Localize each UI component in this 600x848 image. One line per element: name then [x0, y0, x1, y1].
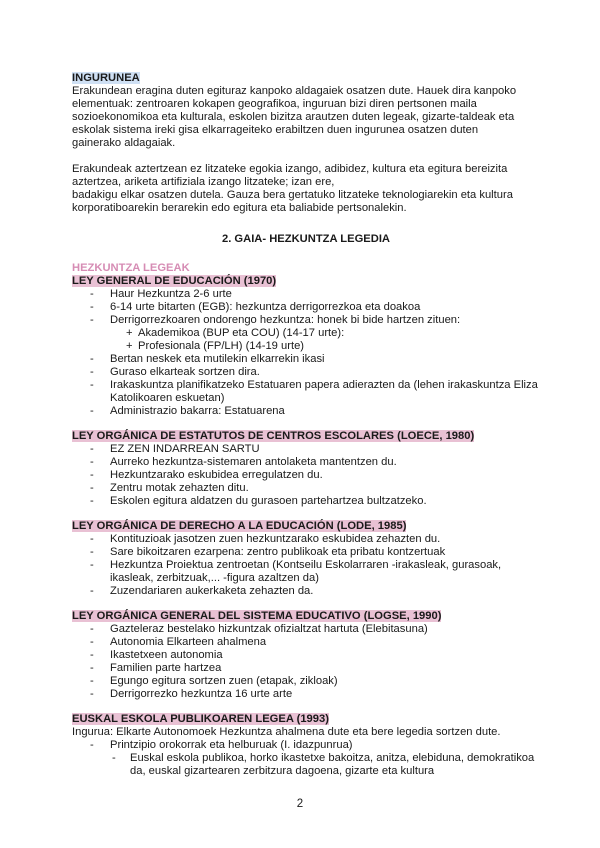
- ingurunea-heading-line: [72, 72, 540, 85]
- sub-list-item: + Profesionala (FP/LH) (14-19 urte): [72, 340, 540, 353]
- list-item: - Familien parte hartzea: [72, 662, 540, 675]
- ingurunea-paragraph-2: [72, 163, 540, 215]
- sub-list-item: + Akademikoa (BUP eta COU) (14-17 urte):: [72, 327, 540, 340]
- sub-list-item: - Euskal eskola publikoa, horko ikastetxe bakoitza, anitza, elebiduna, demokratikoa da, euskal gizartearen zerbitzura dagoena, gizarte eta kultura: [72, 752, 540, 778]
- list-item: - Ikastetxeen autonomia: [72, 649, 540, 662]
- list-item: - Kontituzioak jasotzen zuen hezkuntzarako eskubidea zehazten du.: [72, 533, 540, 546]
- eepl-ingurua: Ingurua: Elkarte Autonomoek Hezkuntza ahalmena dute eta bere legedia sortzen dute.: [72, 726, 501, 738]
- list-item: - Printzipio orokorrak eta helburuak (I. idazpunrua): [72, 739, 540, 752]
- text-line: korporatiboarekin berarekin edo egitura eta baliabide pertsonalekin.: [72, 202, 407, 214]
- loece-heading-line: [72, 430, 540, 443]
- text-line: badakigu elkar osatzen dutela. Gauza bera gertatuko litzateke teknologiarekin eta kultura: [72, 189, 513, 201]
- logse-list: [72, 623, 540, 701]
- lge-list-continued: [72, 353, 540, 418]
- lge-heading: LEY GENERAL DE EDUCACIÓN (1970): [72, 275, 277, 287]
- text-line: sozioekonomikoa eta kulturala, eskolen bizitza arautzen duten legeak, gizarte-taldeak eta: [72, 111, 515, 123]
- list-item: - Derrigorrezko hezkuntza 16 urte arte: [72, 688, 540, 701]
- eepl-heading: EUSKAL ESKOLA PUBLIKOAREN LEGEA (1993): [72, 713, 329, 725]
- ingurunea-paragraph-1: [72, 85, 540, 150]
- logse-heading: LEY ORGÁNICA GENERAL DEL SISTEMA EDUCATIVO (LOGSE, 1990): [72, 610, 442, 622]
- eepl-heading-line: [72, 713, 540, 726]
- list-item: - Irakaskuntza planifikatzeko Estatuaren papera adierazten da (lehen irakaskuntza Eliza Katolikoaren eskuetan): [72, 379, 540, 405]
- text-line: Erakundean eragina duten egituraz kanpoko aldagaiek osatzen dute. Hauek dira kanpoko: [72, 85, 517, 97]
- page-content: [72, 72, 540, 778]
- text-line: aztertzea, ariketa artifiziala izango litzateke; izan ere,: [72, 176, 335, 188]
- lge-heading-line: [72, 275, 540, 288]
- list-item: - Autonomia Elkarteen ahalmena: [72, 636, 540, 649]
- list-item: - Administrazio bakarra: Estatuarena: [72, 405, 540, 418]
- list-item: - 6-14 urte bitarten (EGB): hezkuntza derrigorrezkoa eta doakoa: [72, 301, 540, 314]
- list-item: - Guraso elkarteak sortzen dira.: [72, 366, 540, 379]
- spacer: [72, 150, 540, 163]
- text-line: eskolak sistema ireki gisa elkarrageiteko erabiltzen duen ingurunea osatzen duten: [72, 124, 479, 136]
- lode-list: [72, 533, 540, 598]
- list-item: - Zuzendariaren aukerkaketa zehazten da.: [72, 585, 540, 598]
- list-item: - Hezkuntza Proiektua zentroetan (Kontseilu Eskolarraren -irakasleak, gurasoak, ikasleak, zerbitzuak,... -figura azaltzen da): [72, 559, 540, 585]
- list-item: - Haur Hezkuntza 2-6 urte: [72, 288, 540, 301]
- loece-list: [72, 443, 540, 508]
- page-number: 2: [296, 798, 304, 810]
- lge-sub-list: [72, 327, 540, 353]
- list-item: - EZ ZEN INDARREAN SARTU: [72, 443, 540, 456]
- list-item: - Eskolen egitura aldatzen du gurasoen partehartzea bultzatzeko.: [72, 495, 540, 508]
- lode-heading: LEY ORGÁNICA DE DERECHO A LA EDUCACIÓN (LODE, 1985): [72, 520, 407, 532]
- lge-list: [72, 288, 540, 327]
- hezkuntza-legeak-label: [72, 262, 540, 275]
- text-line: gainerako aldagaiak.: [72, 137, 176, 149]
- list-item: - Hezkuntzarako eskubidea erregulatzen du.: [72, 469, 540, 482]
- list-item: - Zentru motak zehazten ditu.: [72, 482, 540, 495]
- logse-heading-line: [72, 610, 540, 623]
- list-item: - Gazteleraz bestelako hizkuntzak ofizialtzat hartuta (Elebitasuna): [72, 623, 540, 636]
- lode-heading-line: [72, 520, 540, 533]
- ingurunea-heading: INGURUNEA: [72, 72, 140, 84]
- text-line: elementuak: zentroaren kokapen geografikoa, inguruan bizi diren pertsonen maila: [72, 98, 477, 110]
- eepl-sub-list: [72, 752, 540, 778]
- list-item: - Bertan neskek eta mutilekin elkarrekin ikasi: [72, 353, 540, 366]
- list-item: - Aurreko hezkuntza-sistemaren antolaketa mantentzen du.: [72, 456, 540, 469]
- hezkuntza-legeak-text: HEZKUNTZA LEGEAK: [72, 262, 190, 274]
- list-item: - Derrigorrezkoaren ondorengo hezkuntza: honek bi bide hartzen zituen:: [72, 314, 540, 327]
- eepl-list: [72, 739, 540, 752]
- list-item: - Sare bikoitzaren ezarpena: zentro publikoak eta pribatu kontzertuak: [72, 546, 540, 559]
- list-item: - Egungo egitura sortzen zuen (etapak, zikloak): [72, 675, 540, 688]
- text-line: Erakundeak aztertzean ez litzateke egokia izango, adibidez, kultura eta egitura bereizita: [72, 163, 508, 175]
- chapter-title: 2. GAIA- HEZKUNTZA LEGEDIA: [221, 233, 391, 245]
- loece-heading: LEY ORGÁNICA DE ESTATUTOS DE CENTROS ESCOLARES (LOECE, 1980): [72, 430, 475, 442]
